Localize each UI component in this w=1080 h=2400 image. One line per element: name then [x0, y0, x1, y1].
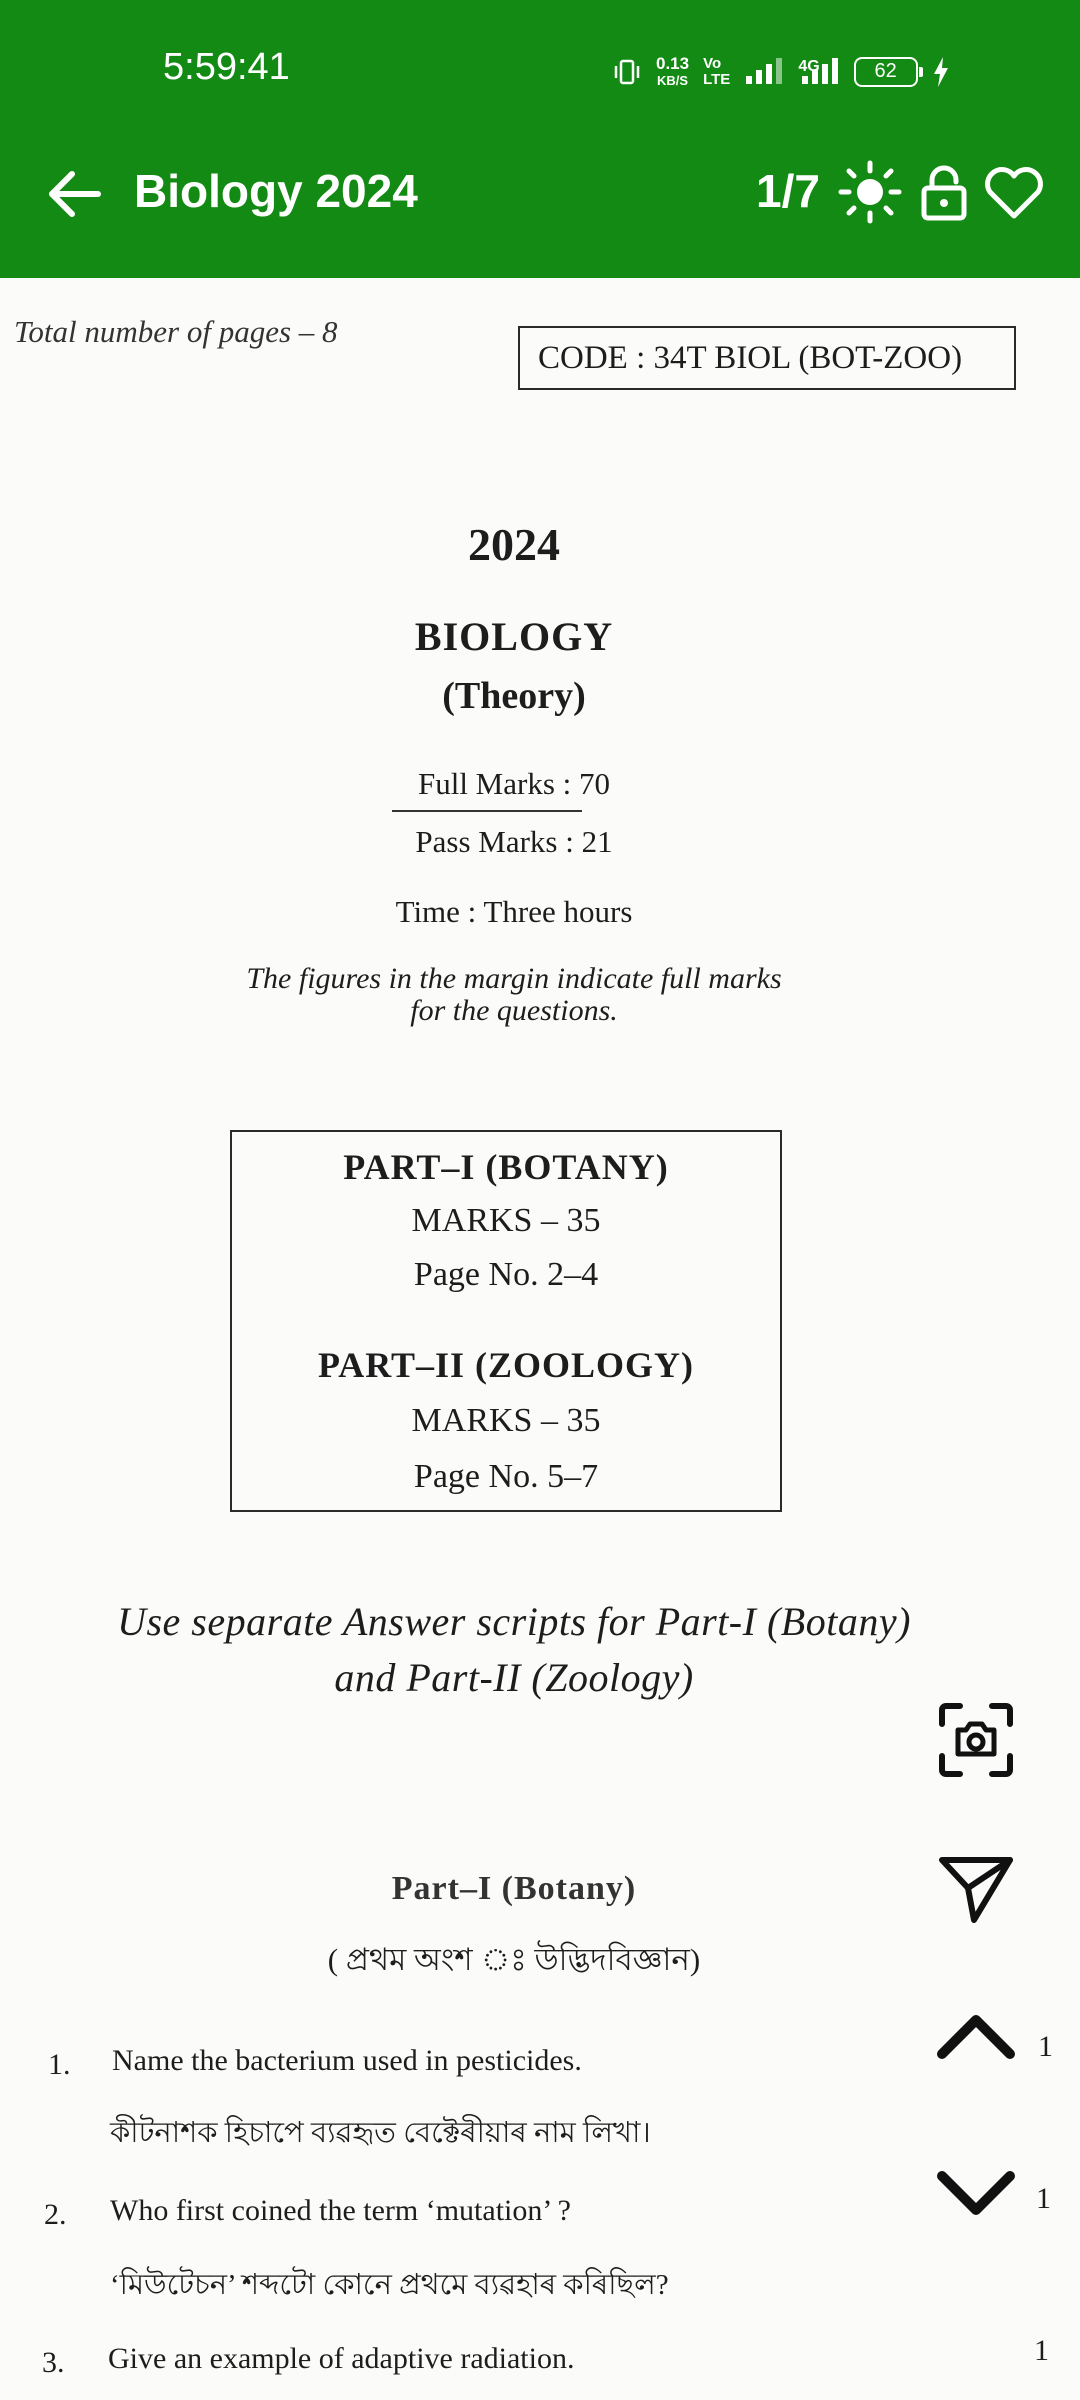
question-1-number: 1.	[48, 2048, 71, 2081]
chevron-down-icon[interactable]	[936, 2156, 1016, 2236]
question-2-text-assamese: ‘মিউটেচন’ শব্দটো কোনে প্ৰথমে ব্যৱহাৰ কৰিছিল?	[110, 2269, 669, 2301]
brightness-icon[interactable]	[838, 160, 902, 224]
battery-indicator: 62	[854, 57, 918, 87]
part2-pages: Page No. 5–7	[413, 1458, 599, 1495]
question-1-text-assamese: কীটনাশক হিচাপে ব্যৱহৃত বেক্টেৰীয়াৰ নাম লিখা।	[110, 2117, 651, 2149]
page-counter: 1/7	[756, 165, 820, 217]
instruction-line-2: for the questions.	[410, 994, 618, 1027]
full-marks: Full Marks : 70	[417, 766, 611, 801]
part2-marks: MARKS – 35	[411, 1402, 601, 1439]
part1-pages: Page No. 2–4	[413, 1256, 599, 1293]
instruction-line-1: The figures in the margin indicate full marks	[246, 962, 782, 995]
separate-scripts-line-2: and Part-II (Zoology)	[334, 1655, 694, 1700]
marks-divider	[392, 810, 582, 812]
subject-title: BIOLOGY	[414, 614, 614, 659]
arrow-left-icon[interactable]	[44, 164, 104, 224]
heart-icon[interactable]	[982, 160, 1046, 224]
parts-summary-box	[230, 1130, 782, 1512]
document-page[interactable]	[0, 278, 1080, 2400]
section-title-assamese: ( প্ৰথম অংশ ঃ উদ্ভিদবিজ্ঞান)	[327, 1942, 701, 1977]
signal-4g: 4G	[798, 58, 839, 86]
part1-title: PART–I (BOTANY)	[343, 1147, 669, 1187]
question-2-number: 2.	[44, 2198, 67, 2231]
pass-marks: Pass Marks : 21	[415, 824, 613, 859]
question-2-marks: 1	[1036, 2182, 1051, 2215]
status-time: 5:59:41	[163, 46, 290, 88]
camera-scan-icon[interactable]	[936, 1700, 1016, 1780]
vibrate-icon	[612, 58, 642, 86]
network-speed: 0.13 KB/S	[656, 54, 690, 88]
signal-icon	[744, 58, 784, 86]
exam-time: Time : Three hours	[395, 894, 633, 929]
document-title: Biology 2024	[134, 165, 418, 217]
subject-subtitle: (Theory)	[442, 675, 586, 717]
question-1-text: Name the bacterium used in pesticides.	[112, 2044, 582, 2077]
app-header	[0, 0, 1080, 278]
separate-scripts-line-1: Use separate Answer scripts for Part-I (Botany)	[117, 1599, 911, 1644]
section-title: Part–I (Botany)	[391, 1870, 637, 1907]
paper-code: CODE : 34T BIOL (BOT-ZOO)	[518, 326, 1016, 390]
volte-indicator: Vo LTE	[703, 55, 731, 88]
question-3-number: 3.	[42, 2346, 65, 2379]
chevron-up-icon[interactable]	[936, 2000, 1016, 2080]
status-icons	[612, 50, 950, 94]
exam-year: 2024	[468, 519, 560, 570]
question-1-marks: 1	[1038, 2030, 1053, 2063]
part1-marks: MARKS – 35	[411, 1202, 601, 1239]
question-2-text: Who first coined the term ‘mutation’ ?	[110, 2194, 571, 2227]
total-pages-note: Total number of pages – 8	[14, 314, 338, 349]
question-3-marks: 1	[1034, 2334, 1049, 2367]
question-3-text: Give an example of adaptive radiation.	[108, 2342, 575, 2375]
charging-icon	[932, 57, 950, 87]
send-icon[interactable]	[936, 1850, 1016, 1930]
part2-title: PART–II (ZOOLOGY)	[317, 1345, 695, 1385]
lock-icon[interactable]	[912, 160, 976, 224]
